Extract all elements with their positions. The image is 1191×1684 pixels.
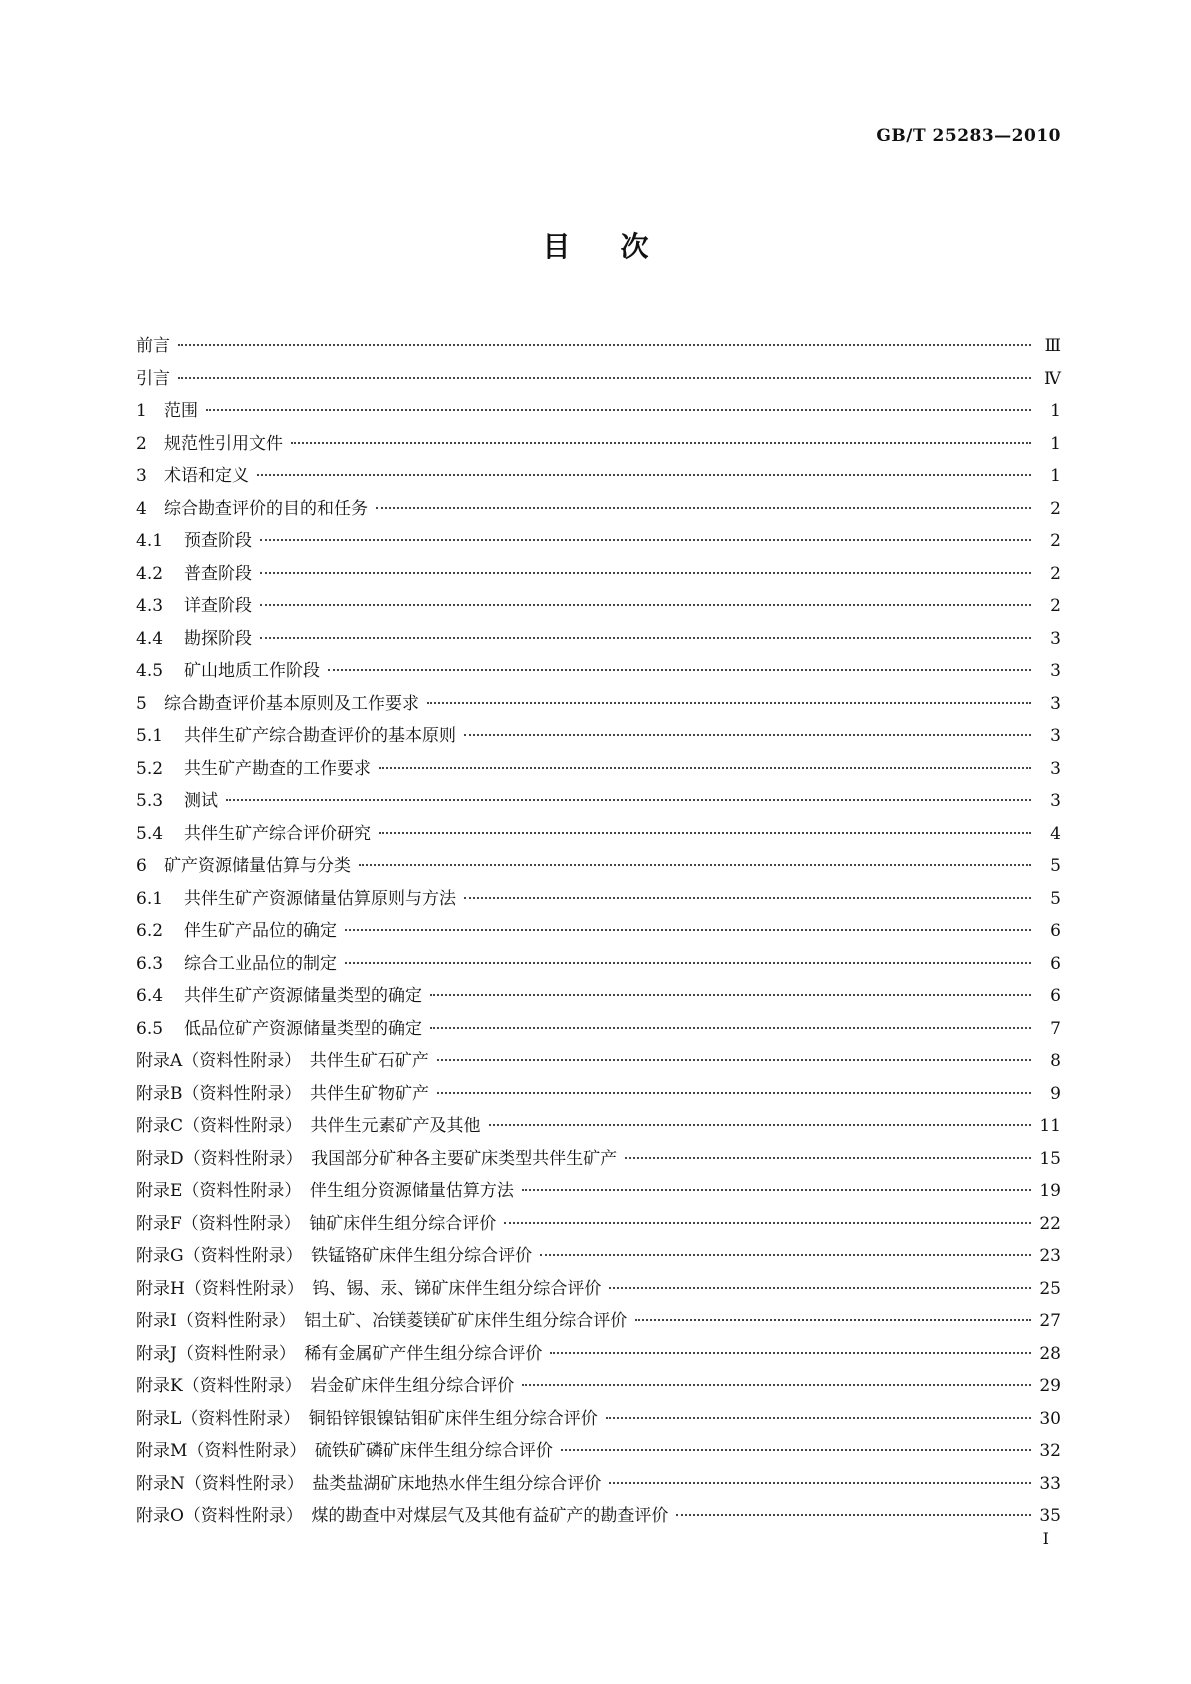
toc-entry[interactable] <box>136 1500 1061 1533</box>
dot-leader <box>206 409 1031 411</box>
toc-entry-number: 6.4 <box>136 986 164 1006</box>
toc-entry-label: 附录I（资料性附录） 铝土矿、冶镁菱镁矿矿床伴生组分综合评价 <box>136 1311 628 1331</box>
toc-entry-number: 6.1 <box>136 888 164 909</box>
toc-entry-page: 3 <box>1050 693 1061 714</box>
toc-entry-page: Ⅳ <box>1044 368 1061 389</box>
toc-entry[interactable] <box>136 623 1061 656</box>
toc-entry-label: 附录G（资料性附录） 铁锰铬矿床伴生组分综合评价 <box>136 1246 533 1266</box>
toc-entry-number: 5.2 <box>136 758 164 779</box>
toc-entry-label: 综合勘查评价基本原则及工作要求 <box>164 693 419 714</box>
toc-entry-label: 共生矿产勘查的工作要求 <box>184 758 371 779</box>
toc-entry-label: 低品位矿产资源储量类型的确定 <box>184 1018 422 1039</box>
toc-entry-number: 5.1 <box>136 726 164 746</box>
dot-leader <box>257 474 1031 476</box>
toc-entry-page: 3 <box>1050 791 1061 811</box>
toc-entry-number: 1 <box>136 401 147 421</box>
toc-entry[interactable] <box>136 1110 1061 1143</box>
toc-entry-page: 25 <box>1039 1278 1061 1299</box>
toc-entry-label: 附录H（资料性附录） 钨、锡、汞、锑矿床伴生组分综合评价 <box>136 1278 602 1299</box>
toc-entry-page: 3 <box>1050 661 1061 681</box>
dot-leader <box>376 507 1031 509</box>
dot-leader <box>635 1319 1031 1321</box>
toc-entry[interactable] <box>136 1338 1061 1371</box>
dot-leader <box>345 929 1031 931</box>
toc-entry-page: 3 <box>1050 628 1061 649</box>
toc-entry[interactable] <box>136 655 1061 688</box>
toc-entry[interactable] <box>136 1045 1061 1078</box>
toc-entry-number: 6 <box>136 856 147 876</box>
dot-leader <box>359 864 1031 866</box>
toc-entry-label: 共伴生矿产资源储量估算原则与方法 <box>184 888 456 909</box>
toc-entry-label: 详查阶段 <box>184 596 252 616</box>
toc-entry[interactable] <box>136 525 1061 558</box>
toc-entry[interactable] <box>136 1468 1061 1501</box>
dot-leader <box>676 1514 1031 1516</box>
dot-leader <box>464 734 1031 736</box>
dot-leader <box>437 1092 1031 1094</box>
toc-entry-page: 2 <box>1050 531 1061 551</box>
toc-entry-label: 范围 <box>164 401 198 421</box>
toc-entry-page: 33 <box>1039 1473 1061 1494</box>
toc-entry[interactable] <box>136 948 1061 981</box>
toc-entry-page: 3 <box>1050 726 1061 746</box>
toc-entry[interactable] <box>136 883 1061 916</box>
toc-entry-page: 1 <box>1050 466 1061 486</box>
toc-entry-page: 2 <box>1050 596 1061 616</box>
toc-entry-page: 28 <box>1039 1343 1061 1364</box>
standard-code: GB/T 25283—2010 <box>876 126 1061 146</box>
toc-entry-number: 4.4 <box>136 628 164 649</box>
toc-entry-number: 4.3 <box>136 596 164 616</box>
toc-entry-page: 6 <box>1050 921 1061 941</box>
dot-leader <box>464 897 1031 899</box>
toc-entry-page: 6 <box>1050 986 1061 1006</box>
dot-leader <box>379 832 1031 834</box>
toc-entry-label: 预查阶段 <box>184 531 252 551</box>
toc-entry-number: 5 <box>136 693 147 714</box>
dot-leader <box>260 604 1031 606</box>
page-number: I <box>1042 1529 1049 1548</box>
toc-entry-page: 35 <box>1039 1506 1061 1526</box>
toc-entry[interactable] <box>136 850 1061 883</box>
toc-entry-label: 引言 <box>136 368 170 389</box>
dot-leader <box>291 442 1031 444</box>
toc-entry[interactable] <box>136 1370 1061 1403</box>
toc-entry-label: 术语和定义 <box>164 466 249 486</box>
toc-entry-label: 综合工业品位的制定 <box>184 953 337 974</box>
dot-leader <box>345 962 1031 964</box>
toc-entry-page: 6 <box>1050 953 1061 974</box>
toc-entry[interactable] <box>136 395 1061 428</box>
toc-entry[interactable] <box>136 1208 1061 1241</box>
dot-leader <box>625 1157 1031 1159</box>
dot-leader <box>430 994 1031 996</box>
toc-entry-label: 共伴生矿产综合评价研究 <box>184 823 371 844</box>
dot-leader <box>489 1124 1031 1126</box>
dot-leader <box>504 1222 1031 1224</box>
dot-leader <box>226 799 1031 801</box>
dot-leader <box>606 1417 1031 1419</box>
toc-entry-label: 附录L（资料性附录） 铜铅锌银镍钴钼矿床伴生组分综合评价 <box>136 1408 598 1429</box>
toc-entry-label: 附录M（资料性附录） 硫铁矿磷矿床伴生组分综合评价 <box>136 1441 553 1461</box>
toc-entry[interactable] <box>136 1435 1061 1468</box>
toc-entry[interactable] <box>136 1013 1061 1046</box>
toc-entry[interactable] <box>136 785 1061 818</box>
toc-entry-number: 4.5 <box>136 661 164 681</box>
toc-entry[interactable] <box>136 493 1061 526</box>
toc-entry-number: 5.3 <box>136 791 164 811</box>
dot-leader <box>550 1352 1031 1354</box>
toc-entry-label: 附录J（资料性附录） 稀有金属矿产伴生组分综合评价 <box>136 1343 543 1364</box>
dot-leader <box>561 1449 1031 1451</box>
toc-entry-number: 6.3 <box>136 953 164 974</box>
toc-entry-number: 3 <box>136 466 147 486</box>
toc-entry-number: 5.4 <box>136 823 164 844</box>
toc-entry-label: 普查阶段 <box>184 563 252 584</box>
dot-leader <box>609 1287 1031 1289</box>
toc-entry-label: 共伴生矿产综合勘查评价的基本原则 <box>184 726 456 746</box>
toc-entry-page: 9 <box>1050 1083 1061 1104</box>
toc-entry-number: 6.2 <box>136 921 164 941</box>
toc-entry[interactable] <box>136 1240 1061 1273</box>
toc-entry-number: 2 <box>136 433 147 454</box>
toc-entry-label: 附录B（资料性附录） 共伴生矿物矿产 <box>136 1083 429 1104</box>
toc-entry-page: 30 <box>1039 1408 1061 1429</box>
toc-entry-page: 5 <box>1050 856 1061 876</box>
toc-entry-page: Ⅲ <box>1044 336 1061 356</box>
toc-title: 目次 <box>542 230 699 263</box>
toc-entry[interactable] <box>136 1273 1061 1306</box>
toc-entry[interactable] <box>136 1175 1061 1208</box>
toc-entry-label: 共伴生矿产资源储量类型的确定 <box>184 986 422 1006</box>
dot-leader <box>260 572 1031 574</box>
dot-leader <box>437 1059 1031 1061</box>
toc-entry-page: 15 <box>1039 1148 1061 1169</box>
toc-entry-label: 附录O（资料性附录） 煤的勘查中对煤层气及其他有益矿产的勘查评价 <box>136 1506 669 1526</box>
toc-entry-label: 伴生矿产品位的确定 <box>184 921 337 941</box>
toc-entry-label: 矿产资源储量估算与分类 <box>164 856 351 876</box>
toc-entry[interactable] <box>136 1403 1061 1436</box>
toc-entry-label: 附录D（资料性附录） 我国部分矿种各主要矿床类型共伴生矿产 <box>136 1148 618 1169</box>
toc-entry-number: 4.2 <box>136 563 164 584</box>
toc-entry-page: 2 <box>1050 563 1061 584</box>
toc-entry-label: 附录A（资料性附录） 共伴生矿石矿产 <box>136 1051 429 1071</box>
dot-leader <box>427 702 1031 704</box>
toc-entry-number: 6.5 <box>136 1018 164 1039</box>
toc-entry-label: 勘探阶段 <box>184 628 252 649</box>
table-of-contents <box>136 330 1061 1533</box>
dot-leader <box>260 637 1031 639</box>
toc-entry-number: 4.1 <box>136 531 164 551</box>
toc-entry[interactable] <box>136 363 1061 396</box>
toc-entry-page: 32 <box>1039 1441 1061 1461</box>
toc-entry-number: 4 <box>136 498 147 519</box>
toc-entry-page: 3 <box>1050 758 1061 779</box>
dot-leader <box>379 767 1031 769</box>
toc-entry-page: 1 <box>1050 401 1061 421</box>
toc-entry[interactable] <box>136 915 1061 948</box>
toc-entry[interactable] <box>136 558 1061 591</box>
toc-entry-label: 附录N（资料性附录） 盐类盐湖矿床地热水伴生组分综合评价 <box>136 1473 602 1494</box>
toc-entry-label: 附录C（资料性附录） 共伴生元素矿产及其他 <box>136 1116 481 1136</box>
toc-entry-label: 附录K（资料性附录） 岩金矿床伴生组分综合评价 <box>136 1376 515 1396</box>
dot-leader <box>328 669 1031 671</box>
toc-entry-page: 29 <box>1039 1376 1061 1396</box>
dot-leader <box>540 1254 1031 1256</box>
toc-entry-page: 5 <box>1050 888 1061 909</box>
toc-entry-label: 测试 <box>184 791 218 811</box>
toc-entry[interactable] <box>136 980 1061 1013</box>
dot-leader <box>522 1384 1031 1386</box>
toc-entry[interactable] <box>136 460 1061 493</box>
toc-entry-page: 11 <box>1039 1116 1061 1136</box>
toc-entry-label: 附录F（资料性附录） 铀矿床伴生组分综合评价 <box>136 1213 497 1234</box>
toc-entry[interactable] <box>136 818 1061 851</box>
toc-entry-page: 2 <box>1050 498 1061 519</box>
toc-entry[interactable] <box>136 753 1061 786</box>
toc-entry-label: 矿山地质工作阶段 <box>184 661 320 681</box>
toc-entry[interactable] <box>136 720 1061 753</box>
dot-leader <box>178 344 1031 346</box>
dot-leader <box>260 539 1031 541</box>
dot-leader <box>609 1482 1031 1484</box>
toc-entry-page: 4 <box>1050 823 1061 844</box>
toc-entry-page: 8 <box>1050 1051 1061 1071</box>
toc-entry-page: 19 <box>1039 1181 1061 1201</box>
toc-entry-page: 22 <box>1039 1213 1061 1234</box>
toc-entry[interactable] <box>136 1143 1061 1176</box>
dot-leader <box>430 1027 1031 1029</box>
toc-entry-label: 综合勘查评价的目的和任务 <box>164 498 368 519</box>
toc-entry[interactable] <box>136 1078 1061 1111</box>
toc-entry-page: 23 <box>1039 1246 1061 1266</box>
toc-entry-page: 1 <box>1050 433 1061 454</box>
toc-entry[interactable] <box>136 1305 1061 1338</box>
toc-entry-page: 27 <box>1039 1311 1061 1331</box>
dot-leader <box>178 377 1031 379</box>
toc-entry[interactable] <box>136 590 1061 623</box>
toc-entry[interactable] <box>136 688 1061 721</box>
toc-entry-label: 附录E（资料性附录） 伴生组分资源储量估算方法 <box>136 1181 514 1201</box>
toc-entry[interactable] <box>136 330 1061 363</box>
toc-entry[interactable] <box>136 428 1061 461</box>
toc-entry-label: 前言 <box>136 336 170 356</box>
toc-entry-page: 7 <box>1050 1018 1061 1039</box>
dot-leader <box>522 1189 1031 1191</box>
toc-entry-label: 规范性引用文件 <box>164 433 283 454</box>
